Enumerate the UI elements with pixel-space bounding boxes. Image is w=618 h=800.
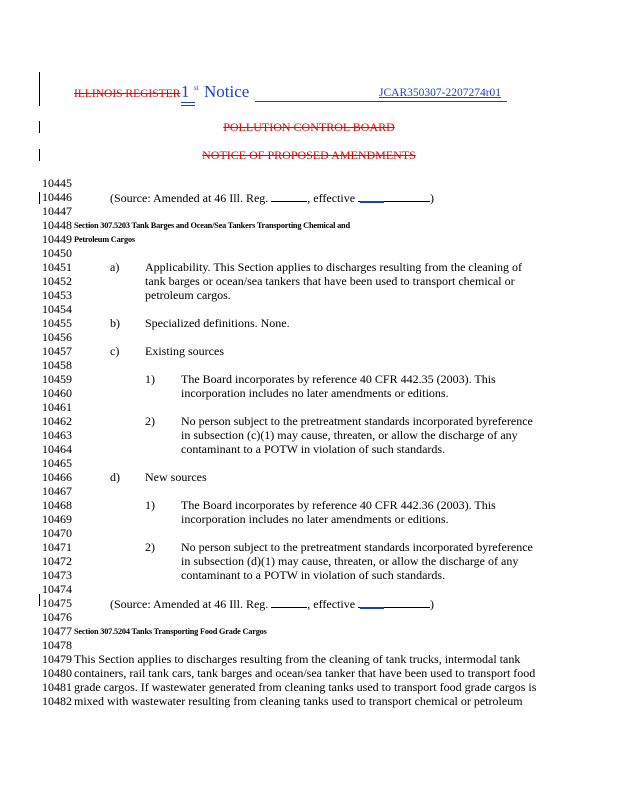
line-number: 10460 bbox=[42, 386, 72, 400]
line-number: 10471 bbox=[42, 540, 72, 554]
line-number: 10478 bbox=[42, 638, 72, 652]
line-number: 10464 bbox=[42, 442, 72, 456]
item-label: 1) bbox=[145, 372, 155, 386]
line-number: 10465 bbox=[42, 456, 72, 470]
line-number: 10482 bbox=[42, 694, 72, 708]
subsection-label: a) bbox=[110, 260, 120, 274]
notice-title: NOTICE OF PROPOSED AMENDMENTS bbox=[202, 148, 416, 162]
line-number: 10454 bbox=[42, 302, 72, 316]
line-number: 10479 bbox=[42, 652, 72, 666]
source-note: (Source: Amended at 46 Ill. Reg. , effective ) bbox=[110, 597, 435, 611]
section-heading: Section 307.5204 Tanks Transporting Food Grade Cargos bbox=[74, 627, 267, 636]
paragraph-line: Applicability. This Section applies to discharges resulting from the cleaning of bbox=[145, 260, 523, 274]
line-number: 10469 bbox=[42, 512, 72, 526]
paragraph-line: Specialized definitions. None. bbox=[145, 316, 290, 330]
line-number: 10451 bbox=[42, 260, 72, 274]
paragraph-line: in subsection (c)(1) may cause, threaten, or allow the discharge of any bbox=[181, 428, 518, 442]
reg-blank bbox=[271, 191, 307, 202]
paragraph-line: The Board incorporates by reference 40 CFR 442.36 (2003). This bbox=[181, 498, 496, 512]
paragraph-line: The Board incorporates by reference 40 CFR 442.35 (2003). This bbox=[181, 372, 496, 386]
item-label: 2) bbox=[145, 540, 155, 554]
paragraph-line: No person subject to the pretreatment standards incorporated byreference bbox=[181, 540, 533, 554]
paragraph-line: Existing sources bbox=[145, 344, 224, 358]
board-title: POLLUTION CONTROL BOARD bbox=[223, 120, 395, 134]
line-number: 10453 bbox=[42, 288, 72, 302]
paragraph-line: contaminant to a POTW in violation of such standards. bbox=[181, 568, 446, 582]
line-number: 10457 bbox=[42, 344, 72, 358]
line-number: 10450 bbox=[42, 246, 72, 260]
change-bar bbox=[39, 192, 40, 204]
effective-blank bbox=[358, 596, 430, 608]
line-number: 10462 bbox=[42, 414, 72, 428]
paragraph-line: grade cargos. If wastewater generated from cleaning tanks used to transport food grade cargos is bbox=[74, 680, 537, 694]
paragraph-line: This Section applies to discharges resulting from the cleaning of tank trucks, intermodal tank bbox=[74, 652, 521, 666]
subsection-label: b) bbox=[110, 316, 120, 330]
line-number: 10472 bbox=[42, 554, 72, 568]
item-label: 1) bbox=[145, 498, 155, 512]
line-number: 10458 bbox=[42, 358, 72, 372]
subsection-label: c) bbox=[110, 344, 120, 358]
line-number: 10475 bbox=[42, 596, 72, 610]
change-bar bbox=[39, 594, 40, 606]
line-number: 10466 bbox=[42, 470, 72, 484]
line-number: 10477 bbox=[42, 624, 72, 638]
page-mark: 1 bbox=[181, 82, 190, 101]
paragraph-line: in subsection (d)(1) may cause, threaten, or allow the discharge of any bbox=[181, 554, 519, 568]
item-label: 2) bbox=[145, 414, 155, 428]
line-number: 10459 bbox=[42, 372, 72, 386]
subsection-label: d) bbox=[110, 470, 120, 484]
section-heading: Petroleum Cargos bbox=[74, 235, 135, 244]
line-number: 10461 bbox=[42, 400, 72, 414]
line-number: 10456 bbox=[42, 330, 72, 344]
line-number: 10480 bbox=[42, 666, 72, 680]
register-title: ILLINOIS REGISTER bbox=[74, 88, 181, 100]
paragraph-line: petroleum cargos. bbox=[145, 288, 231, 302]
reg-blank bbox=[271, 597, 307, 608]
line-number: 10463 bbox=[42, 428, 72, 442]
line-number: 10467 bbox=[42, 484, 72, 498]
page-header bbox=[74, 84, 598, 108]
paragraph-line: incorporation includes no later amendments or editions. bbox=[181, 386, 449, 400]
notice-label: Notice bbox=[204, 82, 250, 101]
effective-blank bbox=[358, 190, 430, 202]
paragraph-line: incorporation includes no later amendments or editions. bbox=[181, 512, 449, 526]
paragraph-line: mixed with wastewater resulting from cleaning tanks used to transport chemical or petroleum bbox=[74, 694, 523, 708]
line-number: 10447 bbox=[42, 204, 72, 218]
source-note: (Source: Amended at 46 Ill. Reg. , effective ) bbox=[110, 191, 435, 205]
line-number: 10470 bbox=[42, 526, 72, 540]
paragraph-line: containers, rail tank cars, tank barges and ocean/sea tanker that have been used to transport food bbox=[74, 666, 536, 680]
line-number: 10445 bbox=[42, 176, 72, 190]
line-number: 10452 bbox=[42, 274, 72, 288]
line-number: 10474 bbox=[42, 582, 72, 596]
line-number: 10449 bbox=[42, 232, 72, 246]
line-number: 10446 bbox=[42, 190, 72, 204]
jcar-id: JCAR350307-2207274r01 bbox=[379, 87, 502, 99]
paragraph-line: tank barges or ocean/sea tankers that have been used to transport chemical or bbox=[145, 274, 515, 288]
paragraph-line: No person subject to the pretreatment standards incorporated byreference bbox=[181, 414, 533, 428]
line-number: 10455 bbox=[42, 316, 72, 330]
line-number: 10481 bbox=[42, 680, 72, 694]
line-number: 10476 bbox=[42, 610, 72, 624]
line-number: 10448 bbox=[42, 218, 72, 232]
change-bar bbox=[39, 72, 40, 106]
section-heading: Section 307.5203 Tank Barges and Ocean/Sea Tankers Transporting Chemical and bbox=[74, 221, 350, 230]
line-number: 10468 bbox=[42, 498, 72, 512]
line-number: 10473 bbox=[42, 568, 72, 582]
paragraph-line: New sources bbox=[145, 470, 207, 484]
paragraph-line: contaminant to a POTW in violation of such standards. bbox=[181, 442, 446, 456]
page-mark-sup: st bbox=[194, 84, 199, 92]
